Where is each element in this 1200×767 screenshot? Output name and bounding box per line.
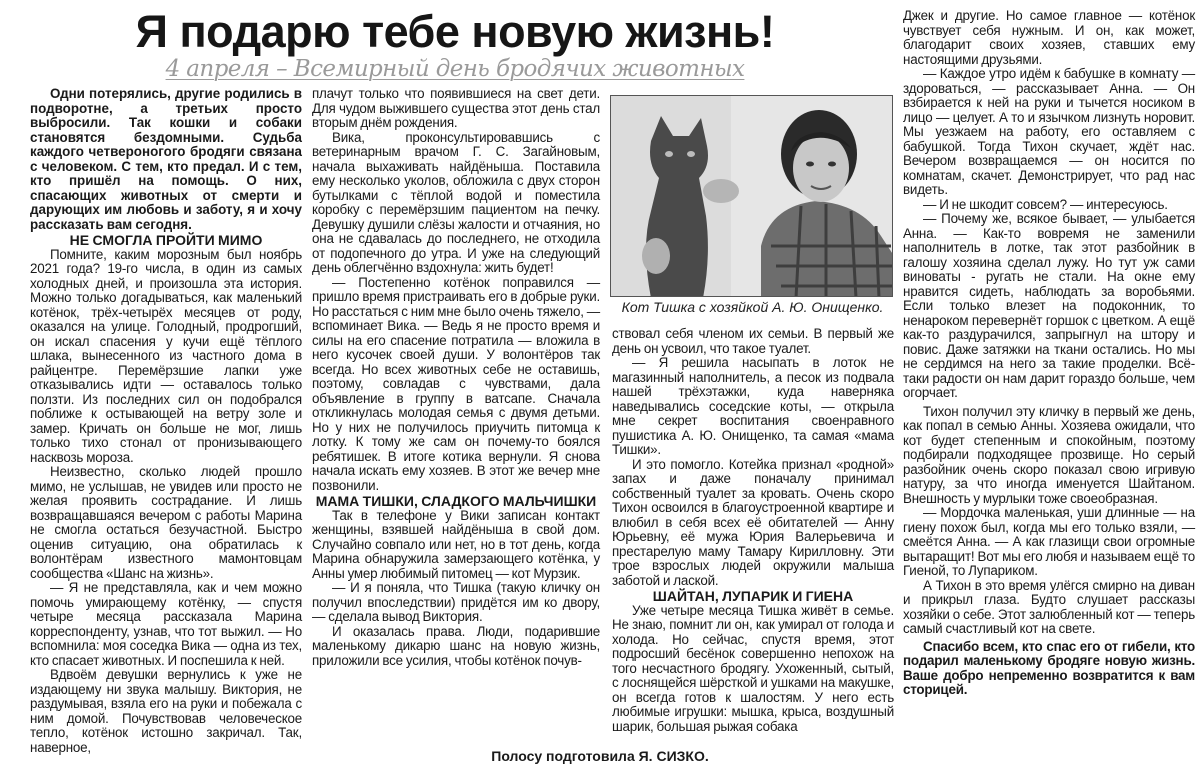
paragraph: Неизвестно, сколько людей прошло мимо, не услышав, не увидев или просто не желая проявить сострадание. И лишь возвращавшаяся вечером с работы Марина не смогла остаться безучастной. Быстро оценив ситуацию, она обратилась к волонтёрам известного мамонтовцам сообщества «Шанс на жизнь». [30, 464, 302, 581]
paragraph: А Тихон в это время улёгся смирно на диван и прикрыл глаза. Будто слушает рассказы хозяйки о себе. Этот залюбленный кот — теперь самый счастливый кот на свете. [903, 577, 1195, 636]
paragraph: — Я не представляла, как и чем можно помочь умирающему котёнку, — спустя четыре месяца рассказала Марина корреспонденту, узнав, что тот выжил. — Но вспомнила: моя соседка Вика — одна из тех, кто спасает животных. И поспешила к ней. [30, 580, 302, 668]
article-photo [610, 95, 893, 297]
section-heading: МАМА ТИШКИ, СЛАДКОГО МАЛЬЧИШКИ [315, 493, 597, 509]
byline: Полосу подготовила Я. СИЗКО. [491, 748, 709, 764]
text-column-4 [903, 9, 1195, 698]
photo-caption: Кот Тишка с хозяйкой А. Ю. Онищенко. [621, 299, 884, 315]
paragraph: И это помогло. Котейка признал «родной» запах и даже поначалу принимал собственный туалет за кровать. Очень скоро Тихон освоился в благоустроенной квартире и влюбил в себя всех её обитателей — Анну Юрьевну, её мужа Юрия Валерьевича и престарелую маму Тамару Кирилловну. Эти трое взрослых людей окружили малыша заботой и лаской. [612, 456, 894, 588]
paragraph: Джек и другие. Но самое главное — котёнок чувствует себя нужным. И он, как может, благодарит своих хозяев, ставших ему настоящими друзьями. [903, 8, 1195, 67]
text-column-2 [312, 87, 600, 668]
closing-paragraph: Спасибо всем, кто спас его от гибели, кто подарил маленькому бродяге новую жизнь. Ваше добро непременно возвратится к вам сторицей. [903, 638, 1195, 697]
lead-paragraph: Одни потерялись, другие родились в подворотне, а третьих просто выбросили. Так кошки и собаки становятся бездомными. Судьба каждого четвероногого бродяги связана с человеком. С тем, кто предал. И с тем, кто пришёл на помощь. О них, спасающих животных от смерти и дарующих им любовь и заботу, я и хочу рассказать вам сегодня. [30, 86, 302, 232]
paragraph: — И я поняла, что Тишка (такую кличку он получил впоследствии) придётся им ко двору, — сделала вывод Виктория. [312, 580, 600, 624]
cat-and-owner-photo [611, 96, 893, 297]
text-column-1 [30, 87, 302, 755]
paragraph: плачут только что появившиеся на свет дети. Для чудом выжившего существа этот день стал вторым днём рождения. [312, 86, 600, 130]
section-heading: ШАЙТАН, ЛУПАРИК И ГИЕНА [652, 588, 854, 604]
paragraph: — Почему же, всякое бывает, — улыбается Анна. — Как-то вовремя не заменили наполнитель в лотке, так этот разбойник в галошу хозяина сделал лужу. Но тут уж сами виноваты - ругать не стали. На окне ему нравится сидеть, наблюдать за воробьями. Если только влезет на подоконник, то ненароком перевернёт горшок с цветком. А ещё как-то раздурачился, запрыгнул на штору и повис. Даже затяжки на ткани остались. Но мы не сердимся на него за такие проделки. Всё-таки радости он нам дарит гораздо больше, чем огорчает. [903, 211, 1195, 400]
paragraph: — Я решила насыпать в лоток не магазинный наполнитель, а песок из подвала нашей трёхэтажки, куда наверняка наведывались соседские коты, — открыла мне секрет воспитания своенравного пушистика А. Ю. Онищенко, та самая «мама Тишки». [612, 355, 894, 457]
article-subheadline [30, 55, 880, 83]
paragraph: Помните, каким морозным был ноябрь 2021 года? 19-го числа, в один из самых холодных дней, и произошла эта история. Можно только догадываться, как маленький котёнок, трёх-четырёх месяцев от роду, оказался на улице. Голодный, продрогший, он искал спасения у кучи ещё тёплого шлака, вынесенного из частного дома в райцентре. Перемёрзшие лапки уже отказывались идти — оставалось только ползти. Из последних сил он подобрался поближе к остывающей на ветру золе и замер. Кричать он больше не мог, лишь только тихо стонал от пронизывающего насквозь мороза. [30, 246, 302, 465]
paragraph: ствовал себя членом их семьи. В первый же день он усвоил, что такое туалет. [612, 326, 894, 356]
section-heading: НЕ СМОГЛА ПРОЙТИ МИМО [69, 232, 263, 248]
paragraph: Так в телефоне у Вики записан контакт женщины, взявшей найдёныша в свой дом. Случайно совпало или нет, но в тот день, когда Марина обнаружила замерзающего котёнка, у Анны умер любимый питомец — кот Мурзик. [312, 507, 600, 581]
paragraph: Вдвоём девушки вернулись к уже не издающему ни звука малышу. Виктория, не раздумывая, взяла его на руки и побежала с ним домой. Почувствовав человеческое тепло, котёнок истошно закричал. Так, наверное, [30, 667, 302, 755]
paragraph: — Каждое утро идём к бабушке в комнату — здороваться, — рассказывает Анна. — Он взбирается к ней на руки и тычется носиком в лицо — целует. А то и язычком лизнуть норовит. Мы уезжаем на работу, его оставляем с бабушкой. Тогда Тихон скучает, ждёт нас. Вечером возвращаемся — он носится по комнатам, скачет. Демонстрирует, что рад нас видеть. [903, 66, 1195, 197]
paragraph: — И не шкодит совсем? — интересуюсь. [923, 196, 1168, 212]
paragraph: И оказалась права. Люди, подарившие маленькому дикарю шанс на новую жизнь, приложили все усилия, чтобы котёнок почув- [312, 623, 600, 668]
paragraph: Уже четыре месяца Тишка живёт в семье. Не знаю, помнит ли он, как умирал от голода и холода. Но сейчас, спустя время, этот подросший бесёнок совершенно непохож на того несчастного бродягу. Ухоженный, сытый, с лоснящейся шёрсткой и ушками на макушке, он всегда готов к шалостям. У него есть любимые игрушки: мышка, крыса, воздушный шарик, большая рыжая собака [612, 602, 894, 734]
article-headline: Я подарю тебе новую жизнь! [135, 6, 775, 57]
text-column-3 [612, 327, 894, 734]
paragraph: — Постепенно котёнок поправился — пришло время пристраивать его в добрые руки. Но расстаться с ним мне было очень тяжело, — вспоминает Вика. — Ведь я не просто время и силы на его спасение потратила — вложила в него кусочек своей души. У волонтёров так всегда. Но всех животных себе не оставишь, поэтому, совладав с чувствами, дала объявление в группу в ватсапе. Сначала откликнулась молодая семья с двумя детьми. Но у них не получилось приучить питомца к лотку. К тому же сам он почему-то боялся ребятишек. В итоге котика вернули. Я снова начала искать ему хозяев. В этот же вечер мне позвонили. [312, 274, 600, 493]
paragraph: Тихон получил эту кличку в первый же день, как попал в семью Анны. Хозяева ожидали, что кот будет степенным и спокойным, поэтому подбирали подходящее прозвище. Но серый разбойник очень скоро показал свою игривую натуру, за что иногда именуется Шайтаном. Внешность у мурлыки тоже своеобразная. [903, 403, 1195, 506]
paragraph: Вика, проконсультировавшись с ветеринарным врачом Г. С. Загайновым, начала выхаживать найдёныша. Поставила ему несколько уколов, обложила с двух сторон бутылками с тёплой водой и поместила коробку с перемёрзшим пациентом на печку. Девушку душили слёзы жалости и отчаяния, но она не сдавалась до последнего, не отходила от подопечного до утра. И уже на следующий день облегчённо вздохнула: жить будет! [312, 129, 600, 275]
paragraph: — Мордочка маленькая, уши длинные — на гиену похож был, когда мы его только взяли, — смеётся Анна. — А как глазищи свои огромные вытаращит! Вот мы его любя и называем ещё то Гиеной, то Лупариком. [903, 505, 1195, 578]
subheadline-text: 4 апреля – Всемирный день бродячих животных [165, 56, 745, 82]
